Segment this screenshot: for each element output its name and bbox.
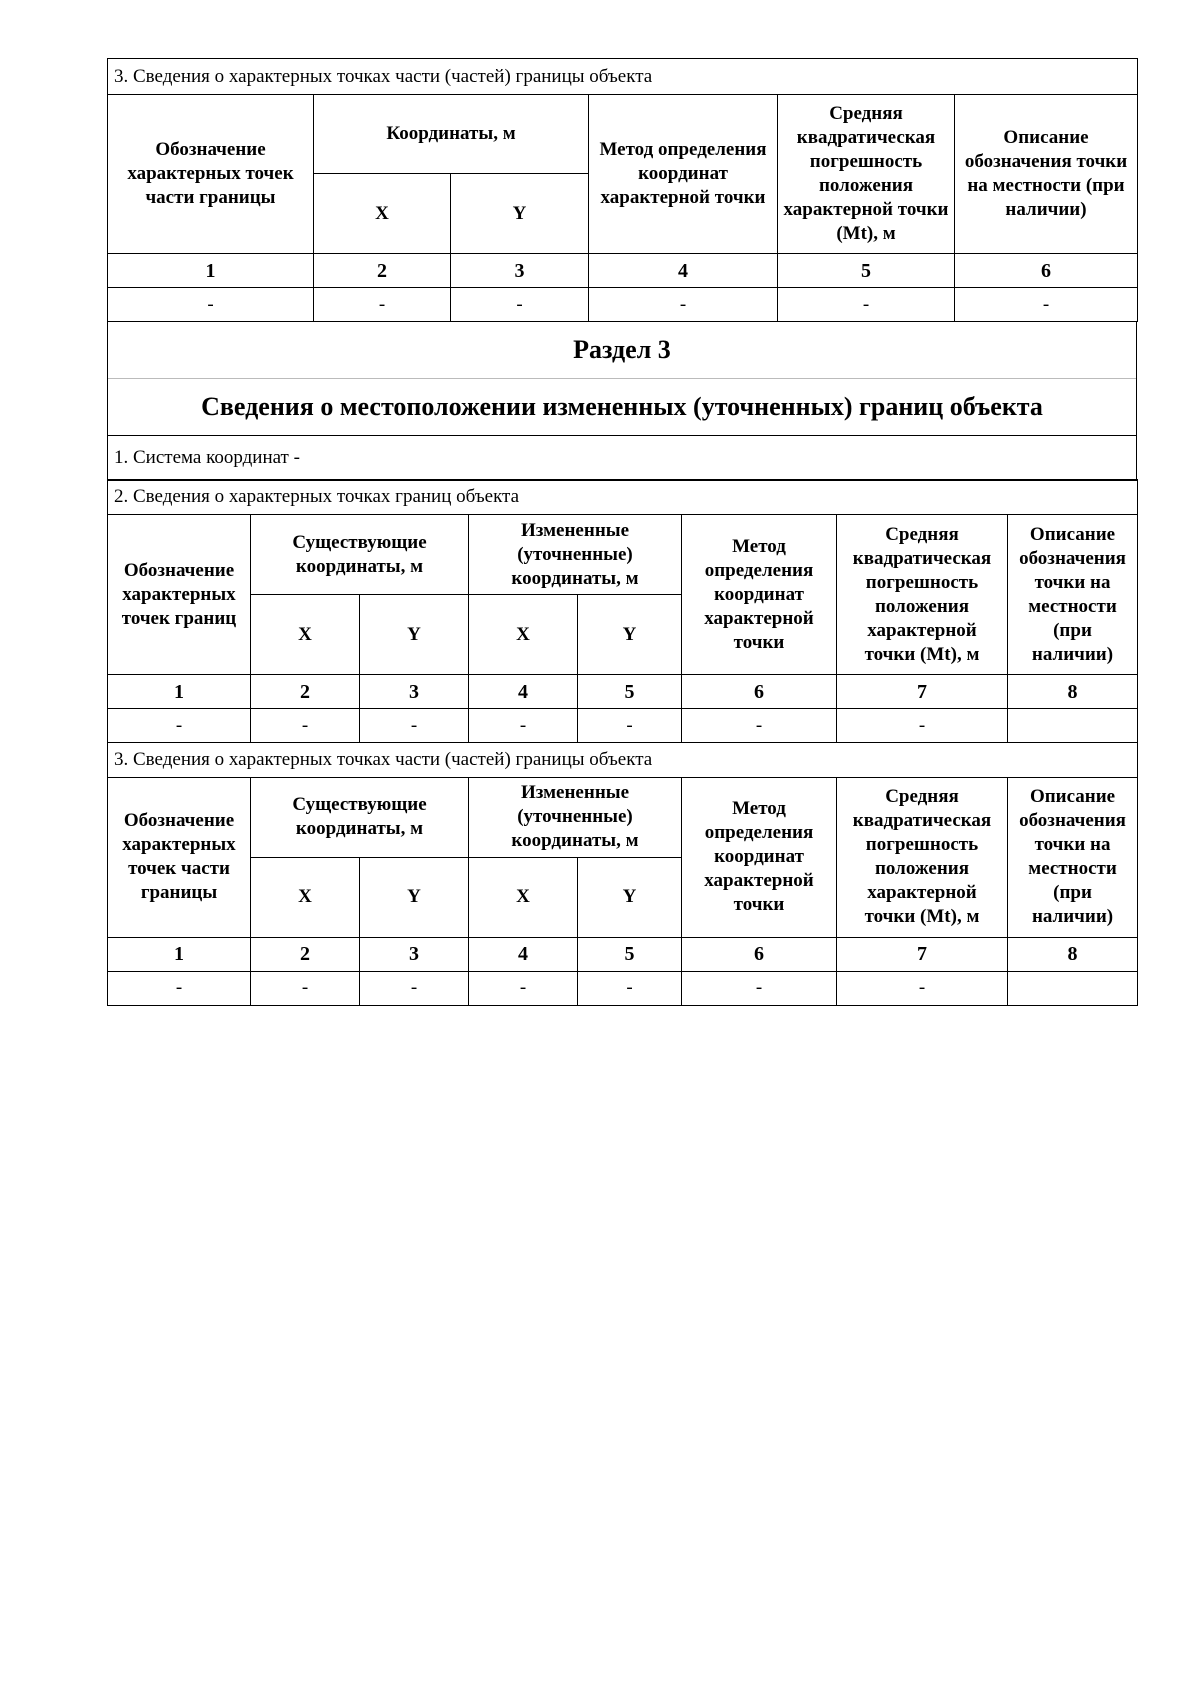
table-cell: -: [589, 288, 778, 322]
header-y: Y: [578, 857, 682, 937]
header-existing-coordinates: Существующие координаты, м: [251, 777, 469, 857]
table-cell: -: [251, 971, 360, 1005]
column-number: 1: [108, 254, 314, 288]
column-number: 3: [360, 937, 469, 971]
header-x: X: [469, 857, 578, 937]
column-number: 8: [1008, 937, 1138, 971]
table-cell: -: [314, 288, 451, 322]
table-cell: [1008, 709, 1138, 743]
column-number: 4: [469, 937, 578, 971]
header-designation: Обозначение характерных точек части границы: [108, 777, 251, 937]
column-number: 4: [469, 675, 578, 709]
header-designation: Обозначение характерных точек части границы: [108, 95, 314, 254]
header-designation: Обозначение характерных точек границ: [108, 515, 251, 675]
header-coordinates: Координаты, м: [314, 95, 589, 174]
header-y: Y: [360, 595, 469, 675]
table-cell: -: [682, 971, 837, 1005]
header-error: Средняя квадратическая погрешность положения характерной точки (Mt), м: [778, 95, 955, 254]
table-cell: -: [469, 709, 578, 743]
column-number: 8: [1008, 675, 1138, 709]
column-number: 7: [837, 675, 1008, 709]
header-description: Описание обозначения точки на местности (при наличии): [955, 95, 1138, 254]
table-cell: -: [251, 709, 360, 743]
column-number: 2: [251, 937, 360, 971]
column-number: 6: [682, 675, 837, 709]
table-caption: 3. Сведения о характерных точках части (частей) границы объекта: [108, 59, 1138, 95]
column-number: 1: [108, 675, 251, 709]
column-number: 3: [451, 254, 589, 288]
table-row: [108, 288, 1138, 322]
column-number: 2: [314, 254, 451, 288]
column-number: 2: [251, 675, 360, 709]
table-cell: -: [778, 288, 955, 322]
column-number: 7: [837, 937, 1008, 971]
table-cell: -: [578, 971, 682, 1005]
document-page: [107, 58, 1137, 1006]
column-number: 6: [955, 254, 1138, 288]
table-cell: -: [108, 971, 251, 1005]
section-3-header: [107, 321, 1137, 481]
section-subtitle: Сведения о местоположении измененных (уточненных) границ объекта: [108, 378, 1137, 435]
table-cell: -: [451, 288, 589, 322]
column-number: 4: [589, 254, 778, 288]
header-x: X: [469, 595, 578, 675]
table-cell: -: [682, 709, 837, 743]
table-caption: 2. Сведения о характерных точках границ объекта: [108, 480, 1138, 515]
column-number: 1: [108, 937, 251, 971]
column-number: 3: [360, 675, 469, 709]
table-cell: -: [360, 709, 469, 743]
part-points-table-1: [107, 58, 1138, 322]
table-caption: 3. Сведения о характерных точках части (частей) границы объекта: [108, 742, 1138, 777]
header-x: X: [251, 857, 360, 937]
section-title: Раздел 3: [108, 321, 1137, 378]
header-changed-coordinates: Измененные (уточненные) координаты, м: [469, 515, 682, 595]
table-cell: -: [837, 971, 1008, 1005]
column-number: 5: [578, 675, 682, 709]
table-row: [108, 971, 1138, 1005]
header-method: Метод определения координат характерной точки: [589, 95, 778, 254]
header-description: Описание обозначения точки на местности (при наличии): [1008, 515, 1138, 675]
header-x: X: [251, 595, 360, 675]
header-error: Средняя квадратическая погрешность положения характерной точки (Mt), м: [837, 777, 1008, 937]
header-method: Метод определения координат характерной точки: [682, 515, 837, 675]
column-number: 6: [682, 937, 837, 971]
table-cell: -: [360, 971, 469, 1005]
part-points-table-2: [107, 742, 1138, 1006]
header-error: Средняя квадратическая погрешность положения характерной точки (Mt), м: [837, 515, 1008, 675]
table-cell: [1008, 971, 1138, 1005]
table-cell: -: [108, 709, 251, 743]
table-cell: -: [837, 709, 1008, 743]
boundary-points-table: [107, 479, 1138, 743]
table-row: [108, 709, 1138, 743]
column-number: 5: [578, 937, 682, 971]
table-cell: -: [469, 971, 578, 1005]
table-cell: -: [108, 288, 314, 322]
header-existing-coordinates: Существующие координаты, м: [251, 515, 469, 595]
header-description: Описание обозначения точки на местности (при наличии): [1008, 777, 1138, 937]
header-y: Y: [451, 174, 589, 254]
header-changed-coordinates: Измененные (уточненные) координаты, м: [469, 777, 682, 857]
table-cell: -: [955, 288, 1138, 322]
header-method: Метод определения координат характерной точки: [682, 777, 837, 937]
header-y: Y: [360, 857, 469, 937]
table-cell: -: [578, 709, 682, 743]
coordinate-system: 1. Система координат -: [108, 435, 1137, 480]
column-number: 5: [778, 254, 955, 288]
header-y: Y: [578, 595, 682, 675]
header-x: X: [314, 174, 451, 254]
